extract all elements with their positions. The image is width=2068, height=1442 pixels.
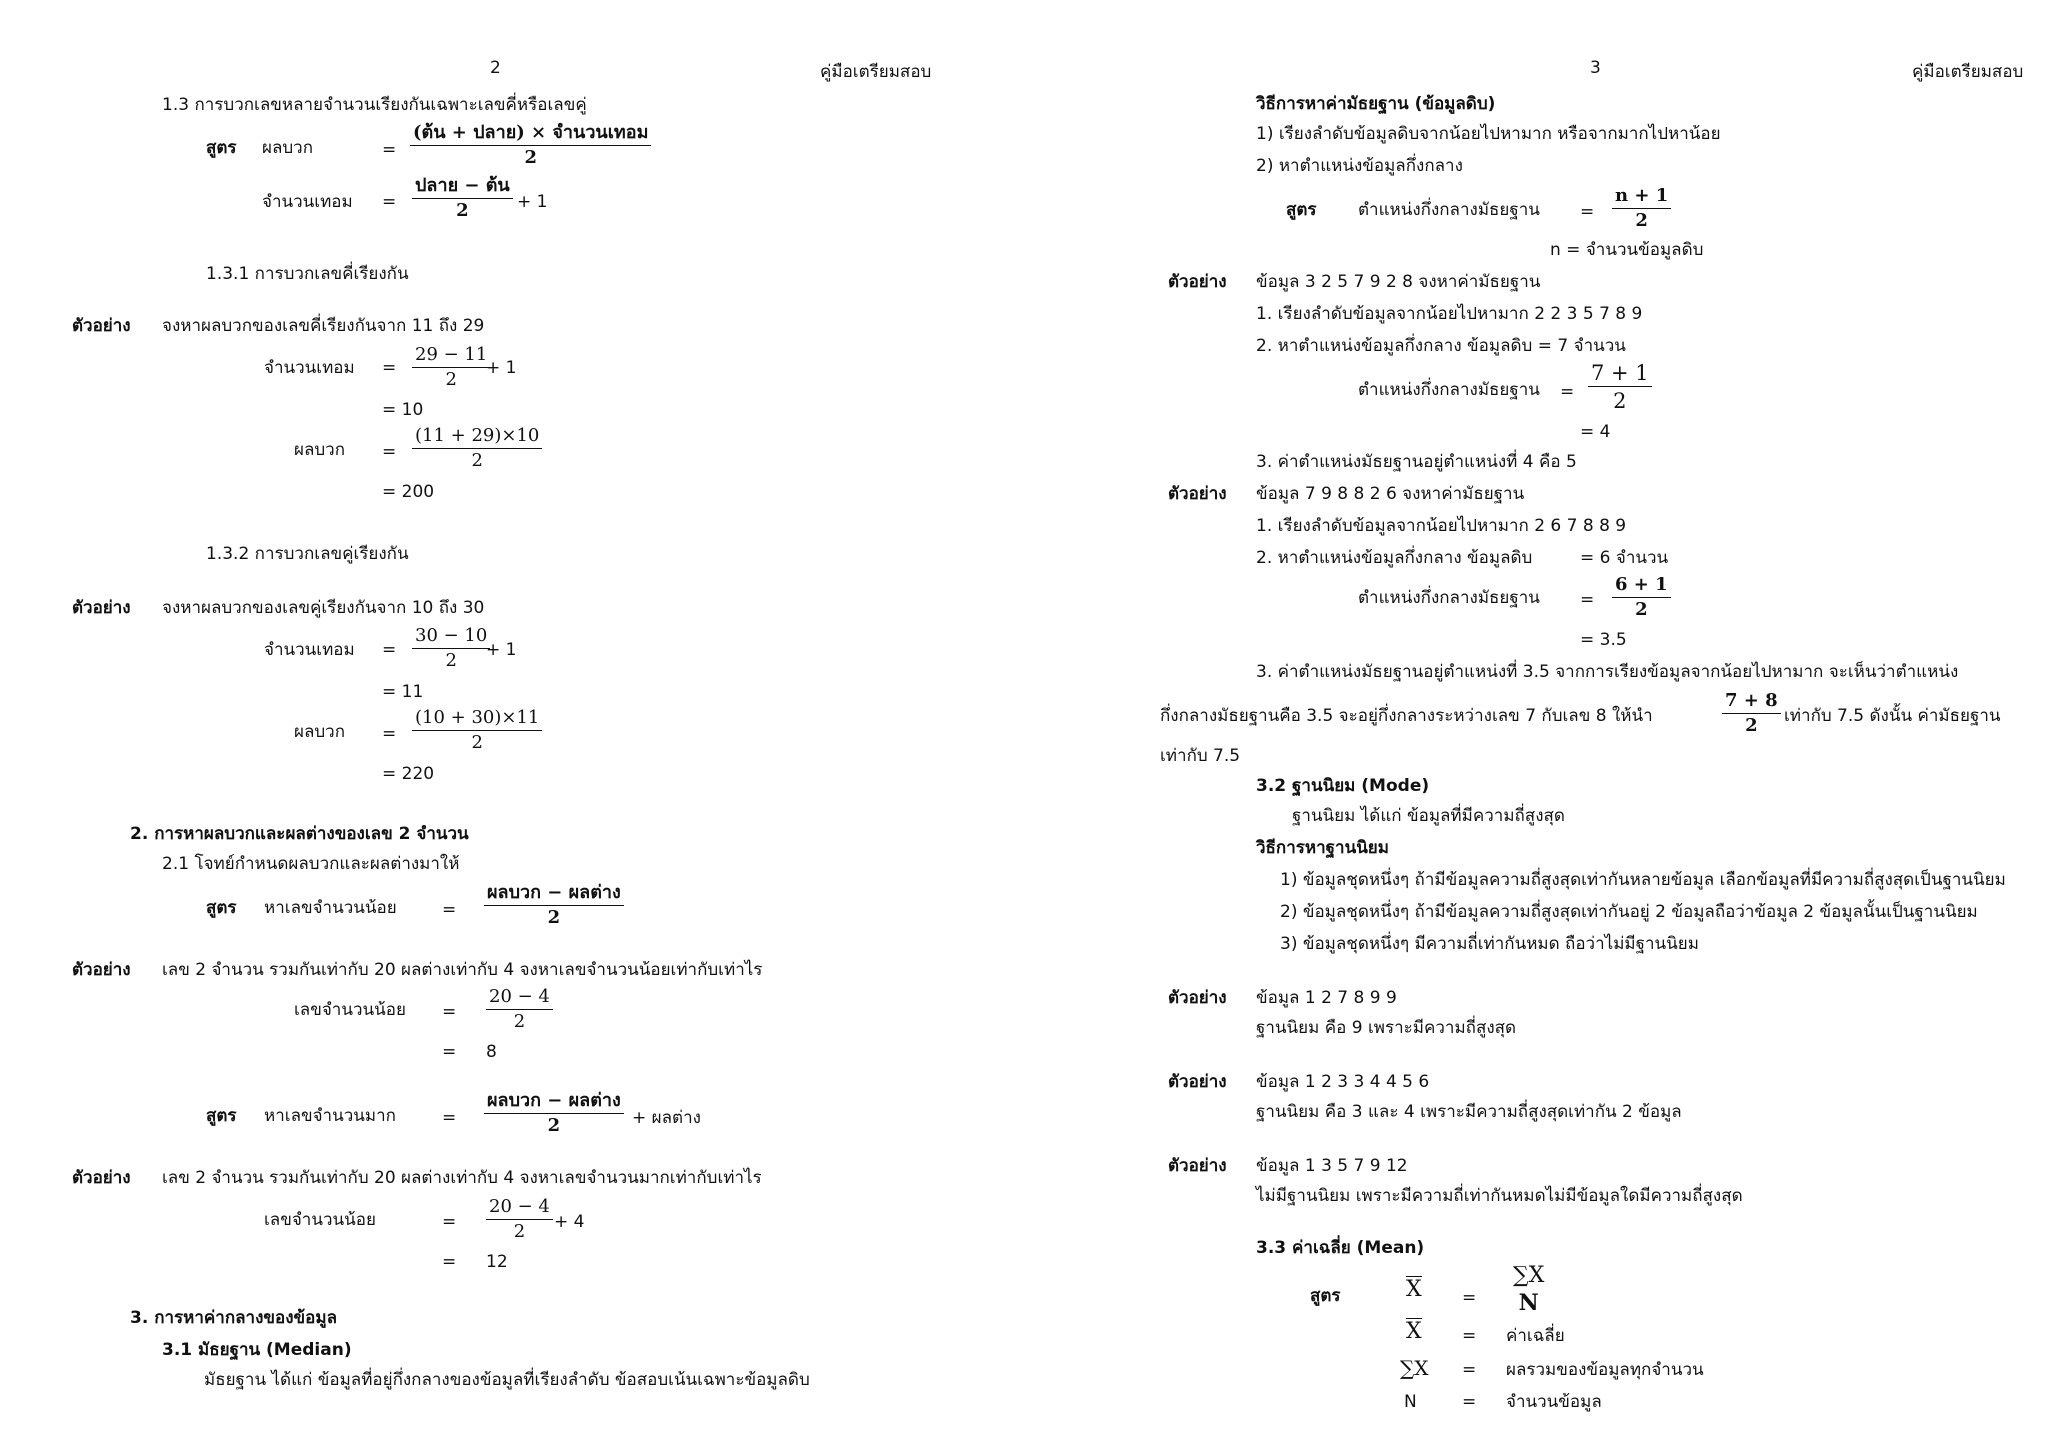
section-2-1: 2.1 โจทย์กำหนดผลบวกและผลต่างมาให้ [162, 854, 460, 874]
median-example-2-step-3-line-3: เท่ากับ 7.5 [1160, 746, 1241, 766]
find-large-label: หาเลขจำนวนมาก [264, 1106, 396, 1126]
fraction-denominator: 2 [471, 731, 483, 753]
sum-label: ผลบวก [294, 440, 346, 460]
equals-sign: = [442, 1042, 457, 1062]
section-3-3-title: 3.3 ค่าเฉลี่ย (Mean) [1256, 1238, 1425, 1258]
terms-label: จำนวนเทอม [262, 192, 353, 212]
median-example-1-step-1: 1. เรียงลำดับข้อมูลจากน้อยไปหามาก 2 2 3 5 7 8 9 [1256, 304, 1643, 324]
example-label: ตัวอย่าง [72, 960, 131, 980]
sum-label: ผลบวก [294, 722, 346, 742]
fraction-denominator: 2 [1635, 598, 1648, 620]
example-3-text: เลข 2 จำนวน รวมกันเท่ากับ 20 ผลต่างเท่ากับ 4 จงหาเลขจำนวนน้อยเท่ากับเท่าไร [162, 960, 763, 980]
example-4-text: เลข 2 จำนวน รวมกันเท่ากับ 20 ผลต่างเท่ากับ 4 จงหาเลขจำนวนมากเท่ากับเท่าไร [162, 1168, 762, 1188]
equals-sign: = [1462, 1360, 1477, 1380]
equals-sign: = [1580, 202, 1595, 222]
formula-label: สูตร [206, 138, 237, 158]
median-example-2-fraction [1612, 576, 1671, 620]
fraction-denominator: 2 [1613, 389, 1627, 414]
fraction-denominator: 2 [1635, 209, 1648, 231]
example-1-terms-fraction [412, 346, 490, 390]
terms-formula-fraction [412, 177, 513, 221]
median-position-label: ตำแหน่งกึ่งกลางมัธยฐาน [1358, 588, 1540, 608]
x-bar-text: X [1406, 1277, 1422, 1302]
mode-example-1-data: ข้อมูล 1 2 7 8 9 9 [1256, 988, 1397, 1008]
fraction-denominator: 2 [513, 1010, 526, 1032]
equals-sign: = [1560, 382, 1575, 402]
median-example-2-step-2: 2. หาตำแหน่งข้อมูลกึ่งกลาง ข้อมูลดิบ [1256, 548, 1533, 568]
fraction-denominator: N [1518, 1290, 1539, 1317]
page-header: คู่มือเตรียมสอบ [1912, 62, 2024, 82]
fraction-denominator: 2 [524, 146, 537, 168]
median-formula-fraction [1612, 187, 1671, 231]
mode-definition: ฐานนิยม ได้แก่ ข้อมูลที่มีความถี่สูงสุด [1292, 806, 1565, 826]
n-definition: n = จำนวนข้อมูลดิบ [1550, 240, 1704, 260]
median-step-2: 2) หาตำแหน่งข้อมูลกึ่งกลาง [1256, 156, 1463, 176]
example-label: ตัวอย่าง [1168, 272, 1227, 292]
section-1-3-2: 1.3.2 การบวกเลขคู่เรียงกัน [206, 544, 409, 564]
plus-one: + 1 [517, 192, 548, 212]
fraction-numerator: ผลบวก − ผลต่าง [484, 884, 624, 906]
equals-sign: = [1462, 1288, 1477, 1308]
example-2-sum-fraction [412, 709, 542, 753]
section-3-title: 3. การหาค่ากลางของข้อมูล [130, 1308, 337, 1328]
equals-sign: = [382, 358, 397, 378]
section-1-3-title: 1.3 การบวกเลขหลายจำนวนเรียงกันเฉพาะเลขคี่หรือเลขคู่ [162, 95, 587, 115]
section-2-title: 2. การหาผลบวกและผลต่างของเลข 2 จำนวน [130, 824, 469, 844]
mode-rule-1: 1) ข้อมูลชุดหนึ่งๆ ถ้ามีข้อมูลความถี่สูงสุดเท่ากันหลายข้อมูล เลือกข้อมูลที่มีความถี่สูงสุดเป็นฐานนิยม [1280, 870, 2006, 890]
fraction-denominator: 2 [513, 1220, 526, 1242]
mode-example-2-answer: ฐานนิยม คือ 3 และ 4 เพราะมีความถี่สูงสุดเท่ากัน 2 ข้อมูล [1256, 1102, 1682, 1122]
example-label: ตัวอย่าง [1168, 988, 1227, 1008]
mode-method-title: วิธีการหาฐานนิยม [1256, 838, 1389, 858]
equals-sign: = [1580, 590, 1595, 610]
sum-label: ผลบวก [262, 138, 314, 158]
example-3-fraction [486, 988, 553, 1032]
median-example-2-step-3-line-2: กึ่งกลางมัธยฐานคือ 3.5 จะอยู่กึ่งกลางระหว่างเลข 7 กับเลข 8 ให้นำ [1160, 706, 1653, 726]
example-3-value: 8 [486, 1042, 497, 1062]
equals-sign: = [382, 724, 397, 744]
small-formula-fraction [484, 884, 624, 928]
example-label: ตัวอย่าง [1168, 1072, 1227, 1092]
equals-sign: = [1462, 1326, 1477, 1346]
median-example-2-data: ข้อมูล 7 9 8 8 2 6 จงหาค่ามัธยฐาน [1256, 484, 1525, 504]
sum-definition: ผลรวมของข้อมูลทุกจำนวน [1506, 1360, 1704, 1380]
fraction-numerator: 20 − 4 [486, 1198, 553, 1220]
fraction-numerator: ปลาย − ต้น [412, 177, 513, 199]
large-formula-fraction [484, 1092, 624, 1136]
formula-label: สูตร [1286, 200, 1317, 220]
median-example-1-fraction [1588, 362, 1652, 412]
median-example-1-step-3: 3. ค่าตำแหน่งมัธยฐานอยู่ตำแหน่งที่ 4 คือ 5 [1256, 452, 1577, 472]
median-position-label: ตำแหน่งกึ่งกลางมัธยฐาน [1358, 380, 1540, 400]
example-label: ตัวอย่าง [1168, 484, 1227, 504]
equals-sign: = [442, 1108, 457, 1128]
formula-label: สูตร [206, 1106, 237, 1126]
equals-sign: = [1462, 1392, 1477, 1412]
example-1-terms-value: = 10 [382, 400, 424, 420]
section-3-1-text: มัธยฐาน ได้แก่ ข้อมูลที่อยู่กึ่งกลางของข้อมูลที่เรียงลำดับ ข้อสอบเน้นเฉพาะข้อมูลดิบ [204, 1370, 810, 1390]
example-label: ตัวอย่าง [1168, 1156, 1227, 1176]
equals-sign: = [442, 1252, 457, 1272]
example-1-sum-fraction [412, 427, 542, 471]
median-step-1: 1) เรียงลำดับข้อมูลดิบจากน้อยไปหามาก หรือจากมากไปหาน้อย [1256, 124, 1721, 144]
fraction-numerator: ผลบวก − ผลต่าง [484, 1092, 624, 1114]
median-example-2-count: = 6 จำนวน [1580, 548, 1669, 568]
fraction-numerator: 20 − 4 [486, 988, 553, 1010]
x-bar-symbol [1406, 1318, 1422, 1343]
example-4-value: 12 [486, 1252, 508, 1272]
fraction-denominator: 2 [547, 1114, 561, 1136]
example-4-fraction [486, 1198, 553, 1242]
mode-example-3-data: ข้อมูล 1 3 5 7 9 12 [1256, 1156, 1408, 1176]
equals-sign: = [442, 1212, 457, 1232]
formula-label: สูตร [206, 898, 237, 918]
section-1-3-1: 1.3.1 การบวกเลขคี่เรียงกัน [206, 264, 409, 284]
median-example-1-data: ข้อมูล 3 2 5 7 9 2 8 จงหาค่ามัธยฐาน [1256, 272, 1541, 292]
fraction-numerator: 30 − 10 [412, 627, 490, 649]
example-2-text: จงหาผลบวกของเลขคู่เรียงกันจาก 10 ถึง 30 [162, 598, 485, 618]
median-example-1-value: = 4 [1580, 422, 1611, 442]
median-example-2-step-3-line-2-end: เท่ากับ 7.5 ดังนั้น ค่ามัธยฐาน [1784, 706, 2001, 726]
equals-sign: = [382, 442, 397, 462]
example-1-sum-value: = 200 [382, 482, 435, 502]
fraction-numerator: (ต้น + ปลาย) × จำนวนเทอม [410, 124, 651, 146]
fraction-denominator: 2 [471, 449, 483, 471]
median-position-label: ตำแหน่งกึ่งกลางมัธยฐาน [1358, 200, 1540, 220]
formula-label: สูตร [1310, 1286, 1341, 1306]
median-example-2-step-1: 1. เรียงลำดับข้อมูลจากน้อยไปหามาก 2 6 7 8 8 9 [1256, 516, 1627, 536]
x-bar-symbol [1406, 1276, 1422, 1301]
fraction-denominator: 2 [445, 649, 457, 671]
page-number: 2 [490, 58, 501, 78]
plus-four: + 4 [554, 1212, 585, 1232]
terms-label: จำนวนเทอม [264, 358, 355, 378]
median-method-title: วิธีการหาค่ามัธยฐาน (ข้อมูลดิบ) [1256, 94, 1496, 114]
sum-formula-fraction [410, 124, 651, 168]
fraction-numerator: 6 + 1 [1612, 576, 1671, 598]
fraction-numerator: 7 + 8 [1722, 692, 1781, 714]
fraction-denominator: 2 [456, 199, 469, 221]
plus-one: + 1 [486, 358, 517, 378]
median-average-fraction [1722, 692, 1781, 736]
mean-formula-fraction [1510, 1264, 1547, 1315]
mode-example-3-answer: ไม่มีฐานนิยม เพราะมีความถี่เท่ากันหมดไม่มีข้อมูลใดมีความถี่สูงสุด [1256, 1186, 1743, 1206]
example-label: ตัวอย่าง [72, 1168, 131, 1188]
terms-label: จำนวนเทอม [264, 640, 355, 660]
fraction-denominator: 2 [445, 368, 457, 390]
fraction-numerator: 7 + 1 [1588, 362, 1652, 387]
n-symbol: N [1404, 1392, 1417, 1412]
mode-rule-2: 2) ข้อมูลชุดหนึ่งๆ ถ้ามีข้อมูลความถี่สูงสุดเท่ากันอยู่ 2 ข้อมูลถือว่าข้อมูล 2 ข้อมูลนั้นเป็นฐานนิยม [1280, 902, 1978, 922]
fraction-numerator: (10 + 30)×11 [412, 709, 542, 731]
mean-definition: ค่าเฉลี่ย [1506, 1326, 1565, 1346]
equals-sign: = [442, 1002, 457, 1022]
mode-example-1-answer: ฐานนิยม คือ 9 เพราะมีความถี่สูงสุด [1256, 1018, 1517, 1038]
equals-sign: = [442, 900, 457, 920]
equals-sign: = [382, 192, 397, 212]
fraction-numerator: 29 − 11 [412, 346, 490, 368]
example-1-text: จงหาผลบวกของเลขคี่เรียงกันจาก 11 ถึง 29 [162, 316, 485, 336]
fraction-numerator: n + 1 [1612, 187, 1671, 209]
section-3-1-title: 3.1 มัธยฐาน (Median) [162, 1340, 352, 1360]
fraction-denominator: 2 [547, 906, 561, 928]
example-2-terms-fraction [412, 627, 490, 671]
page-header: คู่มือเตรียมสอบ [820, 62, 932, 82]
median-example-2-step-3-line-1: 3. ค่าตำแหน่งมัธยฐานอยู่ตำแหน่งที่ 3.5 จากการเรียงข้อมูลจากน้อยไปหามาก จะเห็นว่าตำแหน่ง [1256, 662, 1959, 682]
count-definition: จำนวนข้อมูล [1506, 1392, 1602, 1412]
equals-sign: = [382, 140, 397, 160]
plus-one: + 1 [486, 640, 517, 660]
small-number-label: เลขจำนวนน้อย [294, 1000, 406, 1020]
small-number-label: เลขจำนวนน้อย [264, 1210, 376, 1230]
equals-sign: = [382, 640, 397, 660]
example-label: ตัวอย่าง [72, 316, 131, 336]
example-2-sum-value: = 220 [382, 764, 435, 784]
find-small-label: หาเลขจำนวนน้อย [264, 898, 397, 918]
mode-rule-3: 3) ข้อมูลชุดหนึ่งๆ มีความถี่เท่ากันหมด ถือว่าไม่มีฐานนิยม [1280, 934, 1699, 954]
fraction-denominator: 2 [1745, 714, 1758, 736]
plus-difference: + ผลต่าง [632, 1108, 701, 1128]
example-label: ตัวอย่าง [72, 598, 131, 618]
sigma-x-symbol: ∑X [1400, 1356, 1429, 1380]
mode-example-2-data: ข้อมูล 1 2 3 3 4 4 5 6 [1256, 1072, 1430, 1092]
page-number: 3 [1590, 58, 1601, 78]
fraction-numerator: (11 + 29)×10 [412, 427, 542, 449]
median-example-2-value: = 3.5 [1580, 630, 1627, 650]
x-bar-text: X [1406, 1319, 1422, 1344]
median-example-1-step-2: 2. หาตำแหน่งข้อมูลกึ่งกลาง ข้อมูลดิบ = 7 จำนวน [1256, 336, 1626, 356]
example-2-terms-value: = 11 [382, 682, 424, 702]
section-3-2-title: 3.2 ฐานนิยม (Mode) [1256, 776, 1430, 796]
fraction-numerator: ∑X [1513, 1263, 1545, 1288]
